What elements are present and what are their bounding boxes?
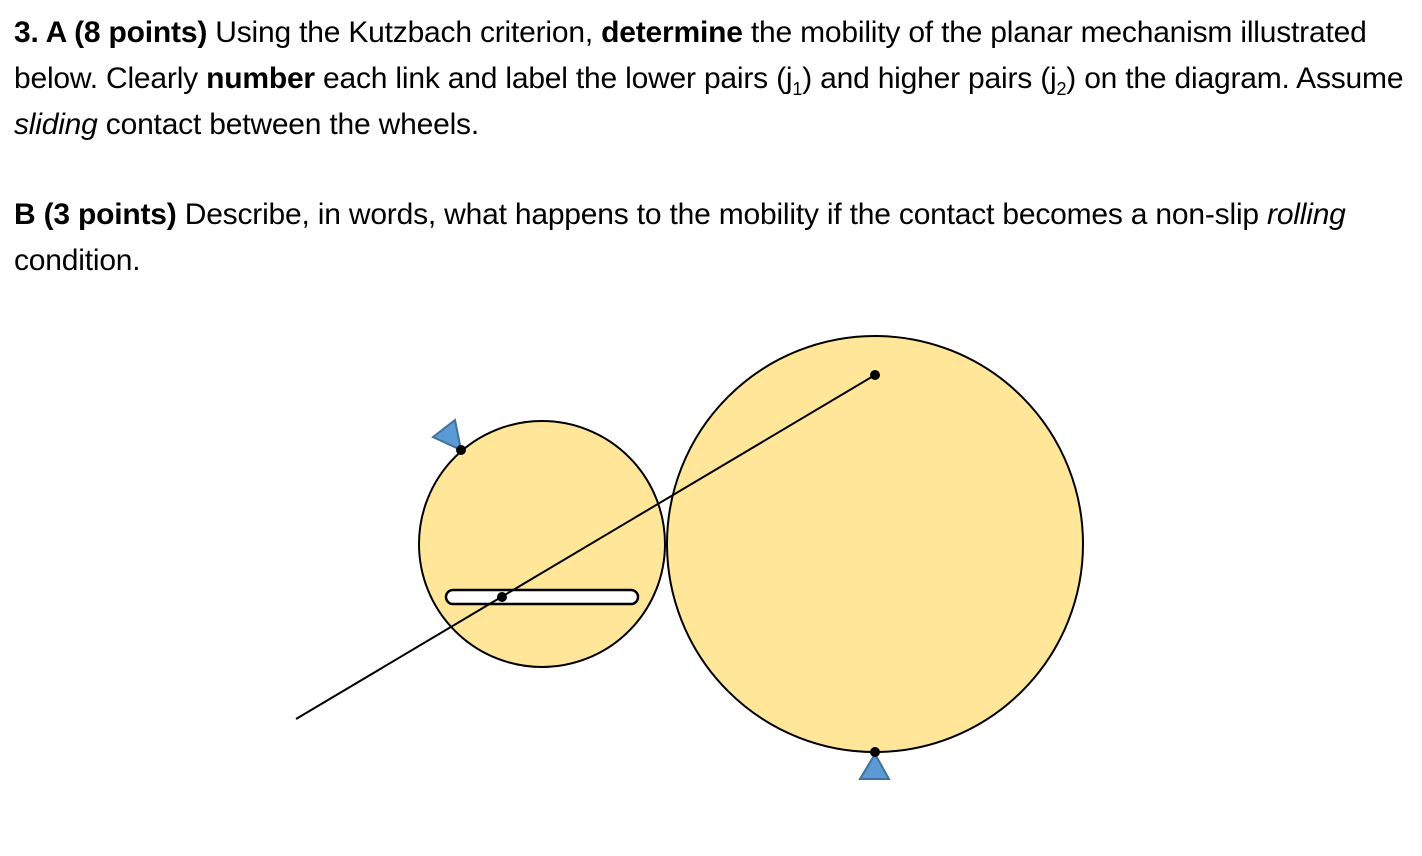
ground-support-top <box>433 420 461 450</box>
part-a-text-2: the mobility of the planar mechanism illustrated below. Clearly <box>14 16 1367 95</box>
slot <box>446 590 638 604</box>
subscript-1: 1 <box>792 79 803 99</box>
ground-support-bottom <box>860 754 889 779</box>
pin-joint-small-wheel-ground <box>456 445 466 455</box>
rolling-emphasis: rolling <box>1267 198 1346 231</box>
part-a-label: 3. A (8 points) <box>14 16 208 49</box>
pin-joint-large-wheel-ground <box>870 747 880 757</box>
part-a-text-3: each link and label the lower pairs (j <box>314 62 793 95</box>
pin-joint-slider <box>497 592 507 602</box>
sliding-emphasis: sliding <box>14 108 98 141</box>
small-wheel <box>419 421 665 667</box>
part-a-text-4: ) and higher pairs (j <box>802 62 1057 95</box>
part-b-label: B (3 points) <box>14 198 177 231</box>
pin-joint-large-wheel <box>870 370 880 380</box>
part-b-text-2: condition. <box>14 244 141 277</box>
determine-emphasis: determine <box>601 16 743 49</box>
subscript-2: 2 <box>1056 79 1067 99</box>
large-wheel <box>667 336 1083 752</box>
part-a-text-5: ) on the diagram. Assume <box>1066 62 1404 95</box>
part-a-text-6: contact between the wheels. <box>97 108 479 141</box>
part-b-text-1: Describe, in words, what happens to the mobility if the contact becomes a non-slip <box>176 198 1268 231</box>
number-emphasis: number <box>206 62 315 95</box>
part-a-text-1: Using the Kutzbach criterion, <box>207 16 602 49</box>
